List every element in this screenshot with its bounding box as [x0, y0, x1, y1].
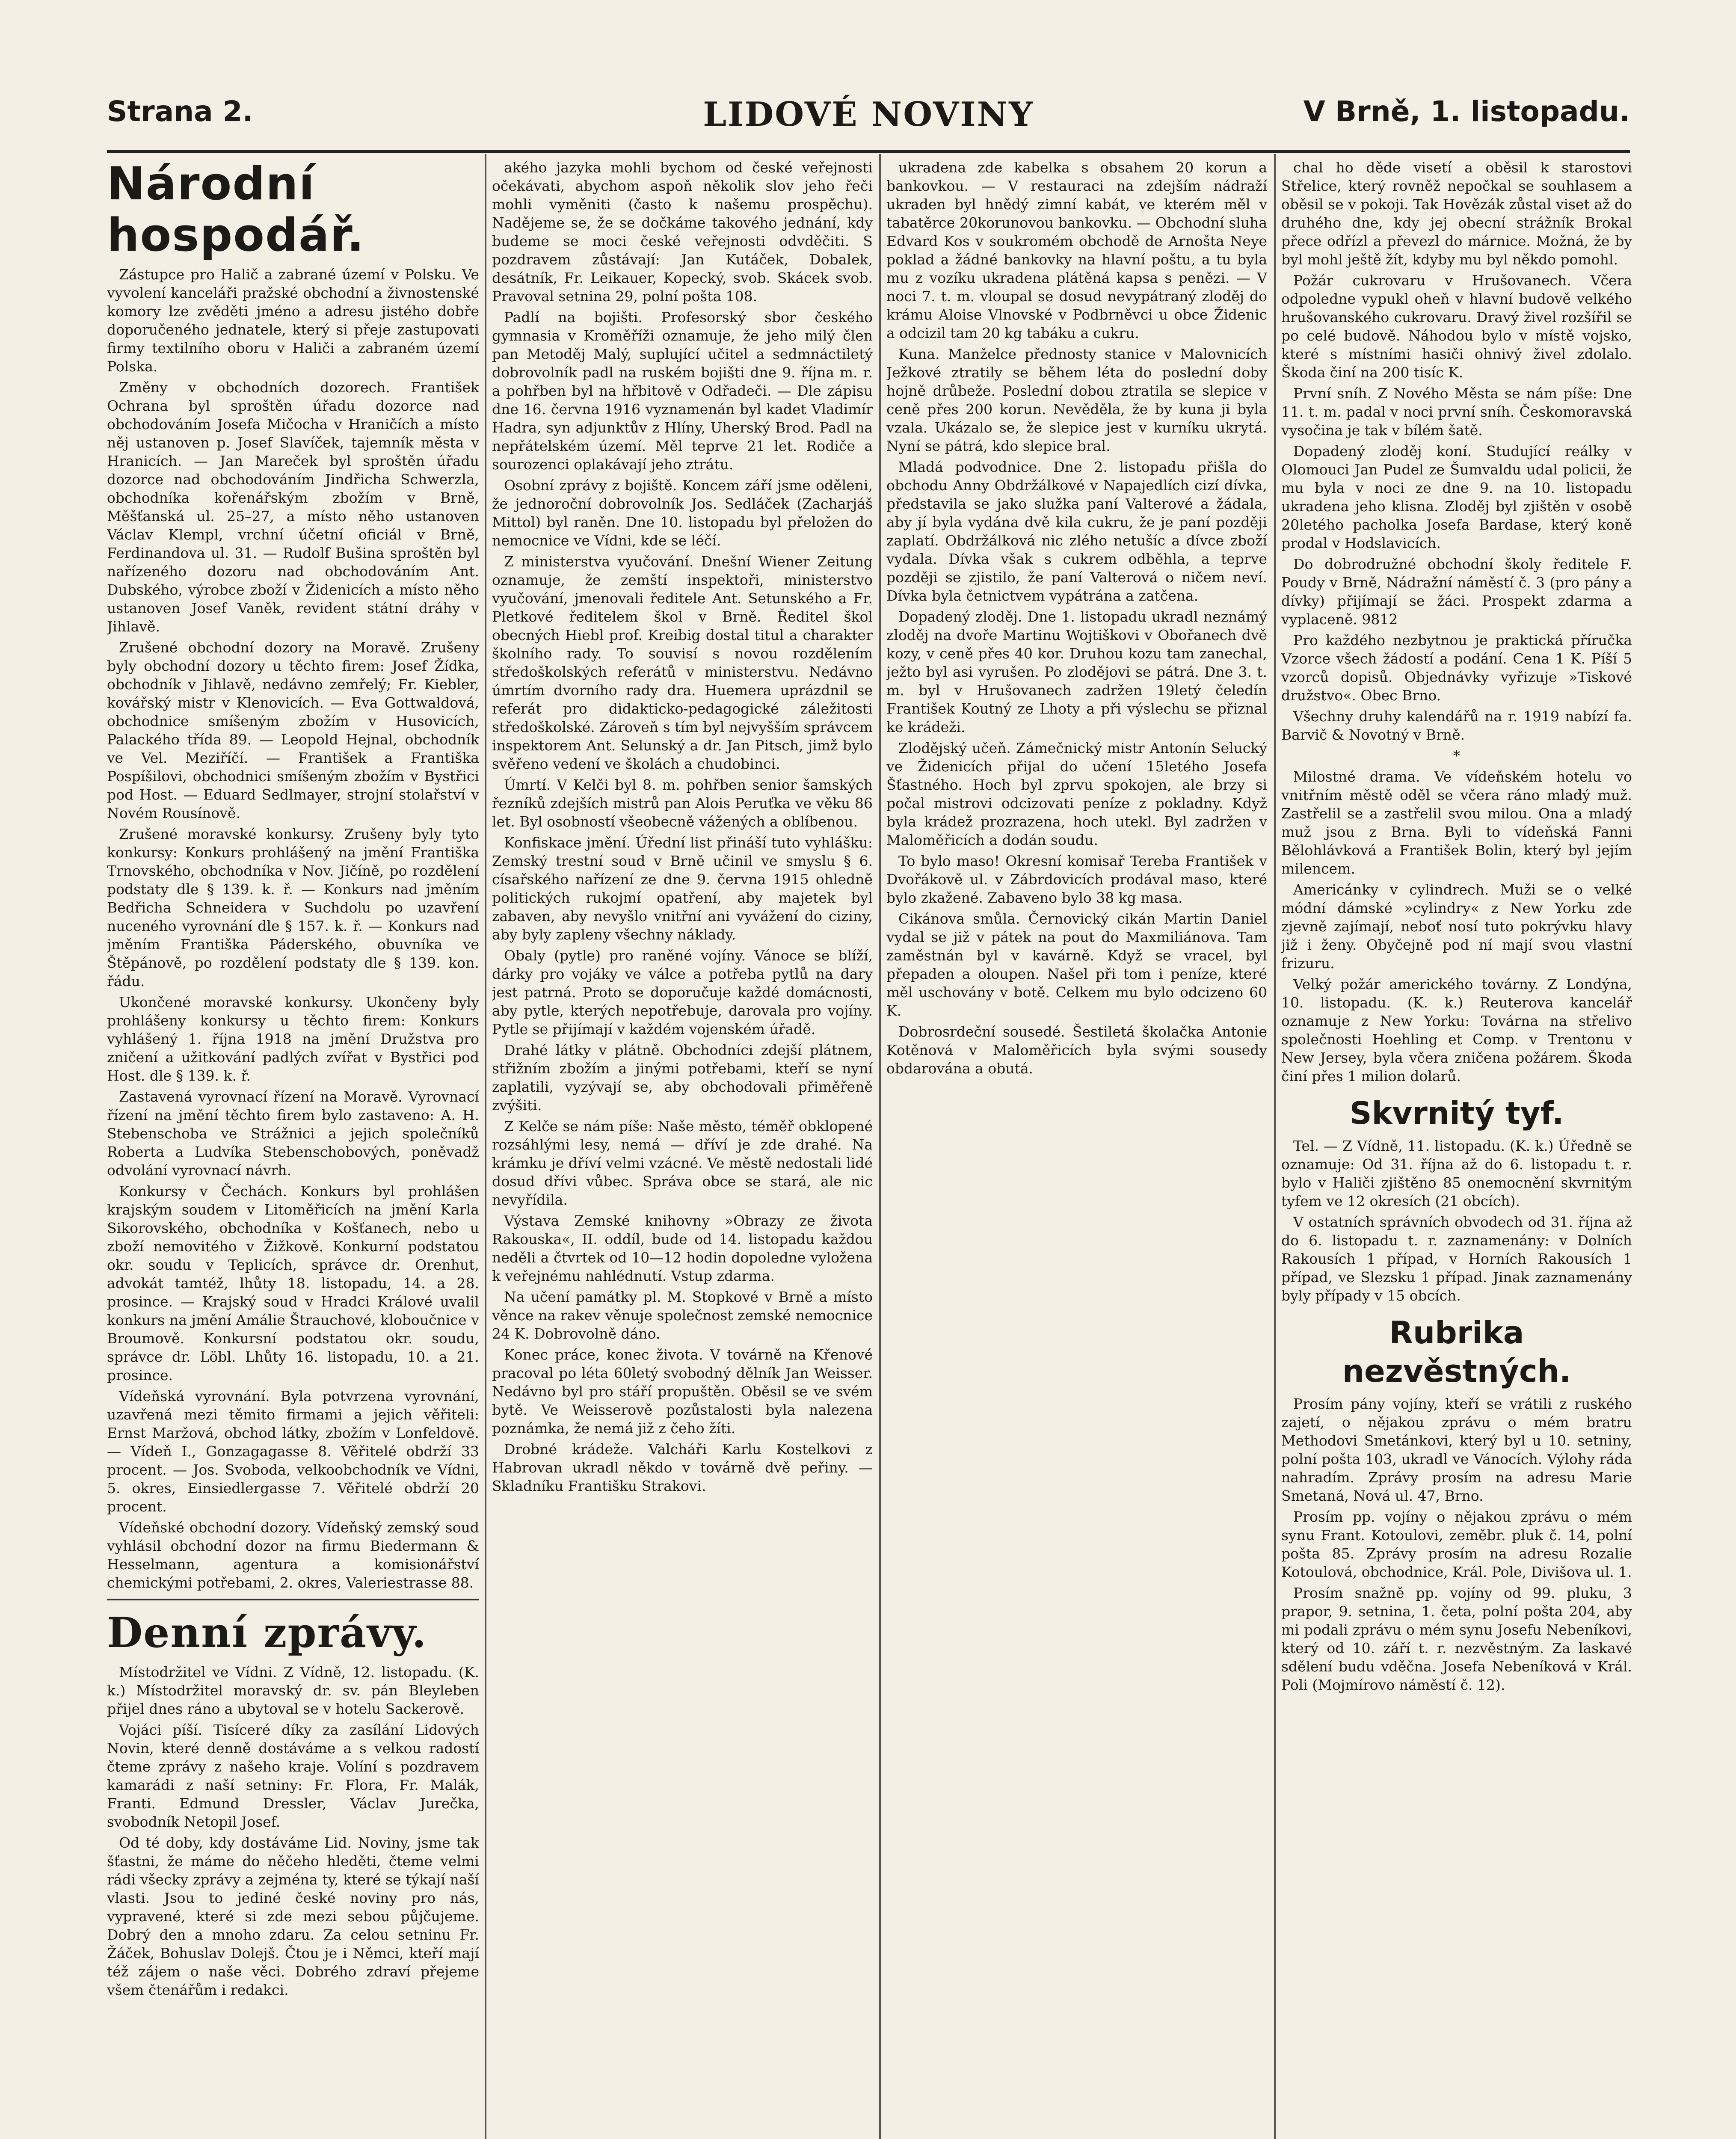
- masthead: [107, 86, 1630, 153]
- article: Zrušené moravské konkursy. Zrušeny byly tyto konkursy: Konkurs prohlášený na jmění Františka Trnovského, obchodníka v Nov. Jičíně, po rozdělení podstaty dle § 139. k. ř. — Konkurs nad jměním Bedřicha Schneidera v Suchdolu po uzavření nuceného vyrovnání dle § 157. k. ř. — Konkurs nad jměním Františka Páderského, obuvníka ve Štěpánově, po rozdělení podstaty dle § 139. kon. řádu.: [107, 826, 479, 990]
- article: Velký požár amerického továrny. Z Londýna, 10. listopadu. (K. k.) Reuterova kancelář oznamuje z New Yorku: Továrna na střelivo společnosti Hoehling et Comp. v Trentonu v New Jersey, byla včera zničena požárem. Škoda činí přes 1 milion dolarů.: [1281, 976, 1632, 1084]
- article: Tel. — Z Vídně, 11. listopadu. (K. k.) Úředně se oznamuje: Od 31. října až do 6. listopadu t. r. bylo v Haliči zjištěno 85 onemocnění skvrnitým tyfem ve 12 okresích (21 obcích).: [1281, 1138, 1632, 1209]
- article: Požár cukrovaru v Hrušovanech. Včera odpoledne vypukl oheň v hlavní budově velkého hrušovanského cukrovaru. Dravý živel rozšířil se po celé budově. Náhodou bylo v místě vojsko, které s místními hasiči ohnivý živel zdolalo. Škoda činí na 200 tisíc K.: [1281, 272, 1632, 381]
- article: Ukončené moravské konkursy. Ukončeny byly prohlášeny konkursy u těchto firem: Konkurs vyhlášený 1. října 1918 na jmění Družstva pro zničení a užitkování padlých zvířat v Bystřici pod Host. dle § 139. k. ř.: [107, 994, 479, 1084]
- section-heading-narodni-hospodar: Národní hospodář.: [107, 158, 365, 261]
- article: Konec práce, konec života. V továrně na Křenové pracoval po léta 60letý svobodný dělník Jan Weisser. Nedávno byl pro stáří propuštěn. Oběsil se ve svém bytě. Ve Weisserově pozůstalosti byla nalezena poznámka, že nemá již z čeho žíti.: [492, 1346, 873, 1437]
- page-number: Strana 2.: [107, 95, 253, 128]
- asterisk-divider: *: [1453, 747, 1460, 764]
- article: Osobní zprávy z bojiště. Koncem září jsme oděleni, že jednoroční dobrovolník Jos. Sedláček (Zacharjáš Mittol) byl raněn. Dne 10. listopadu byl přeložen do nemocnice ve Vídni, kde se léčí.: [492, 477, 873, 549]
- article: Dobrosrdeční sousedé. Šestiletá školačka Antonie Kotěnová v Maloměřicích byla svými sousedy obdarována a obutá.: [886, 1023, 1267, 1077]
- article: Drobné krádeže. Valcháři Karlu Kostelkovi z Habrovan ukradl někdo v továrně dvě peřiny. — Skladníku Františku Strakovi.: [492, 1441, 873, 1494]
- article: Změny v obchodních dozorech. František Ochrana byl sproštěn úřadu dozorce nad obchodováním Josefa Mičocha v Hraničích a místo něj ustanoven p. Josef Slavíček, tajemník města v Hranicích. — Jan Mareček byl sproštěn úřadu dozorce nad obchodováním Jindřicha Schwerzla, obchodníka kořenářským zbožím v Brně, Měšťanská ul. 25–27, a místo něho ustanoven Václav Klempl, vrchní účetní oficiál v Brně, Ferdinandova ul. 31. — Rudolf Bušina sproštěn byl nařízeného dozoru nad obchodováním Ant. Dubského, výrobce zboží v Židenicích a místo něho ustanoven Josef Vaněk, revident státní dráhy v Jihlavě.: [107, 379, 479, 635]
- article: Úmrtí. V Kelči byl 8. m. pohřben senior šamských řezníků zdejších mistrů pan Alois Peruťka ve věku 86 let. Byl osobností všeobecně vážených a oblíbenou.: [492, 776, 873, 830]
- article: Vojáci píší. Tisíceré díky za zasílání Lidových Novin, které denně dostáváme a s velkou radostí čteme zprávy z našeho kraje. Volíní s pozdravem kamarádi z naší setniny: Fr. Flora, Fr. Malák, Franti. Edmund Dressler, Václav Jurečka, svobodník Netopil Josef.: [107, 1721, 479, 1830]
- article: Z Kelče se nám píše: Naše město, téměř obklopené rozsáhlými lesy, nemá — dříví je zde drahé. Na krámku je dříví velmi vzácné. Ve městě nedostali lidé dosud dřívi vůbec. Správa obce se stará, ale nic nevyřídila.: [492, 1118, 873, 1208]
- article: V ostatních správních obvodech od 31. října až do 6. listopadu t. r. zaznamenány: v Dolních Rakousích 1 případ, v Horních Rakousích 1 případ, ve Slezsku 1 případ. Jinak zaznamenány byly případy v 15 obcích.: [1281, 1214, 1632, 1304]
- article: Konfiskace jmění. Úřední list přináší tuto vyhlášku: Zemský trestní soud v Brně učinil ve smyslu § 6. císařského nařízení ze dne 9. června 1915 ohledně politických rukojmí opatření, aby majetek byl zabaven, aby nevyšlo vnitřní ani vyvážení do ciziny, aby byly zapleny všechny náklady.: [492, 834, 873, 943]
- section-heading-skvrnity-tyf: Skvrnitý tyf.: [1349, 1095, 1564, 1131]
- column-1: [107, 158, 479, 2139]
- article: Konkursy v Čechách. Konkurs byl prohlášen krajským soudem v Litoměřicích na jmění Karla Sikorovského, obchodníka v Košťanech, nebo u zboží nemovitého v Žižkově. Konkurní podstatou okr. soudu v Teplicích, správce dr. Orenhut, advokát tamtéž, lhůty 18. listopadu, 14. a 28. prosince. — Krajský soud v Hradci Králové uvalil konkurs na jmění Amálie Štrauchové, kloboučnice v Broumově. Konkursní podstatou okr. soudu, správce dr. Löbl. Lhůty 16. listopadu, 10. a 21. prosince.: [107, 1183, 479, 1384]
- article: Cikánova smůla. Černovický cikán Martin Daniel vydal se již v pátek na pout do Maxmiliánova. Tam zaměstnán byl v kavárně. Když se vracel, byl přepaden a oloupen. Našel při tom i peníze, které měl uschovány v botě. Celkem mu bylo odcizeno 60 K.: [886, 910, 1267, 1019]
- article: Zástupce pro Halič a zabrané území v Polsku. Ve vyvolení kanceláři pražské obchodní a živnostenské komory lze zvěděti jméno a adresu jistého dobře doporučeného jednatele, který si přeje zastupovati firmy textilního oboru v Haliči a zabraném území Polska.: [107, 266, 479, 375]
- article: To bylo maso! Okresní komisař Tereba František v Dvořákově ul. v Zábrdovicích prodával maso, které bylo zkažené. Zabaveno bylo 38 kg masa.: [886, 853, 1267, 906]
- column-rule: [1274, 154, 1276, 2139]
- article: Místodržitel ve Vídni. Z Vídně, 12. listopadu. (K. k.) Místodržitel moravský dr. sv. pán Bleyleben přijel dnes ráno a ubytoval se v hotelu Sackerově.: [107, 1664, 479, 1717]
- column-2: [492, 158, 873, 2139]
- article: Od té doby, kdy dostáváme Lid. Noviny, jsme tak šťastni, že máme do něčeho hleděti, čteme velmi rádi všecky zprávy a zejména ty, které se týkají naší vlasti. Jsou to jediné české noviny pro nás, vypravené, které si zde mezi sebou půjčujeme. Dobrý den a mnoho zdaru. Za celou setninu Fr. Žáček, Bohuslav Dolejš. Čtou je i Němci, kteří mají též zájem o naše věci. Dobrého zdraví přejeme všem čtenářům i redakci.: [107, 1834, 479, 1998]
- article: Padlí na bojišti. Profesorský sbor českého gymnasia v Kroměříži oznamuje, že jeho milý člen pan Metoděj Malý, suplující učitel a sedmnáctiletý dobrovolník padl na ruském bojišti dne 9. října m. r. a pohřben byl na hřbitově v Odřadeči. — Dle zápisu dne 16. června 1916 vyznamenán byl kadet Vladimír Hadra, syn adjunktův z Hlíny, Uherský Brod. Padl na nepřátelském území. Měl teprve 21 let. Rodiče a sourozenci oplakávají jeho ztrátu.: [492, 309, 873, 473]
- article: Zlodějský učeň. Zámečnický mistr Antonín Selucký ve Židenicích přijal do učení 15letého Josefa Šťastného. Hoch byl zprvu spokojen, ale brzy si počal mistrovi odcizovati peníze z pokladny. Když byla krádež prozrazena, hoch utekl. Byl zadržen v Maloměřicích a dodán soudu.: [886, 740, 1267, 848]
- column-rule: [879, 154, 881, 2139]
- newspaper-title: LIDOVÉ NOVINY: [703, 95, 1034, 134]
- article: akého jazyka mohli bychom od české veřejnosti očekávati, abychom aspoň několik slov jeho řeči mohli vyměniti (často k našemu prospěchu). Nadějeme se, že se dočkáme takového jednání, kdy budeme se moci české veřejnosti odvděčiti. S pozdravem zůstávají: Jan Kutáček, Dobalek, desátník, Fr. Leikauer, Kopecký, svob. Skácek svob. Pravoval setnina 29, polní pošta 108.: [492, 159, 873, 305]
- article: Pro každého nezbytnou je praktická příručka Vzorce všech žádostí a podání. Cena 1 K. Píší 5 vzorců dopisů. Objednávky vyřizuje »Tiskové družstvo«. Obec Brno.: [1281, 632, 1632, 704]
- column-3: [886, 158, 1267, 2139]
- article: Zrušené obchodní dozory na Moravě. Zrušeny byly obchodní dozory u těchto firem: Josef Žídka, obchodník v Jihlavě, nedávno zemřelý; Fr. Kiebler, kovářský mistr v Klenovicích. — Eva Gottwaldová, obchodnice smíšeným zbožím v Husovicích, Palackého třída 89. — Leopold Hejnal, obchodník ve Vel. Meziříčí. — František a Františka Pospíšilovi, obchodnici smíšeným zbožím v Bystřici pod Host. — Eduard Sedlmayer, strojní stolařství v Novém Rousínově.: [107, 639, 479, 821]
- article: Prosím snažně pp. vojíny od 99. pluku, 3 prapor, 9. setnina, 1. četa, polní pošta 204, aby mi podali zprávu o mém synu Josefu Nebeníkovi, který od 10. září t. r. nezvěstným. Za laskavé sdělení budu vděčna. Josefa Nebeníková v Král. Poli (Mojmírovo náměstí č. 12).: [1281, 1585, 1632, 1693]
- column-4: [1281, 158, 1632, 2139]
- article: Zastavená vyrovnací řízení na Moravě. Vyrovnací řízení na jmění těchto firem bylo zastaveno: A. H. Stebenschoba ve Strážnici a jejich společníků Roberta a Ludvíka Stebenschobových, poněvadž odvolání vyrovnací návrh.: [107, 1088, 479, 1179]
- article: Kuna. Manželce přednosty stanice v Malovnicích Ježkové ztratily se během léta do poslední doby hojně drůbeže. Poslední dobou ztratila se slepice v ceně přes 200 korun. Nevěděla, že by kuna ji byla vzala. Ukázalo se, že slepice jest v kurníku ukrytá. Nyní se pátrá, kdo slepice bral.: [886, 346, 1267, 454]
- article: Vídeňská vyrovnání. Byla potvrzena vyrovnání, uzavřená mezi těmito firmami a jejich věřiteli: Ernst Maržová, obchod látky, zbožím v Lonfeldově. — Vídeň I., Gonzagagasse 8. Věřitelé obdrží 33 procent. — Jos. Svoboda, velkoobchodník ve Vídni, 5. okres, Einsiedlergasse 7. Věřitelé obdrží 20 procent.: [107, 1388, 479, 1515]
- section-heading-rubrika-nezvestnych: Rubrika nezvěstných.: [1342, 1315, 1571, 1389]
- place-date: V Brně, 1. listopadu.: [1303, 95, 1630, 128]
- article: Prosím pány vojíny, kteří se vrátili z ruského zajetí, o nějakou zprávu o mém bratru Methodovi Smetánkovi, který byl u 10. setniny, polní pošta 103, ukradl ve Vánocích. Výlohy ráda nahradím. Zprávy prosím na adresu Marie Smetaná, Nová ul. 47, Brno.: [1281, 1395, 1632, 1504]
- article: První sníh. Z Nového Města se nám píše: Dne 11. t. m. padal v noci první sníh. Českomoravská vysočina je tak v bílém šatě.: [1281, 385, 1632, 438]
- section-heading-denni-zpravy: Denní zprávy.: [107, 1609, 427, 1657]
- article: chal ho děde visetí a oběsil k starostovi Střelice, který rovněž nepočkal se souhlasem a oběsil se v pokoji. Tak Hovězák zůstal viset až do druhého dne, kdy jej obecní strážník Brokal přece odřízl a převezl do márnice. Možná, že by byl mohl ještě žít, kdyby mu byl někdo pomohl.: [1281, 159, 1632, 268]
- article: ukradena zde kabelka s obsahem 20 korun a bankovkou. — V restauraci na zdejším nádraží ukraden byl hnědý zimní kabát, ve kterém měl v tabatěrce 20korunovou bankovku. — Obchodní sluha Edvard Kos v soukromém obchodě de Arnošta Neye poklad a žádné bankovky na hlavní poštu, a tu byla mu z vozíku ukradena plátěná kapsa s penězi. — V noci 7. t. m. vloupal se dosud nevypátraný zloděj do krámu Aloise Vlnovské v Podbrněvci u obce Židenic a odcizil tam 20 kg tabáku a cukru.: [886, 159, 1267, 341]
- article: Mladá podvodnice. Dne 2. listopadu přišla do obchodu Anny Obdržálkové v Napajedlích cizí dívka, představila se jako služka paní Valterové a žádala, aby jí byla vydána dvě kila cukru, že je paní později zaplatí. Obdržálková nic zlého netušíc a dívce zboží vydala. Dívka však s cukrem odběhla, a teprve později se zjistilo, že paní Valterová o ničem neví. Dívka byla četnictvem vypátrána a zatčena.: [886, 459, 1267, 604]
- section-divider: [107, 1599, 479, 1600]
- article: Do dobrodružné obchodní školy ředitele F. Poudy v Brně, Nádražní náměstí č. 3 (pro pány a dívky) přijímají se žáci. Prospekt zdarma a vyplaceně. 9812: [1281, 556, 1632, 628]
- article: Z ministerstva vyučování. Dnešní Wiener Zeitung oznamuje, že zemští inspektoři, ministerstvo vyučování, jmenovali ředitele Ant. Setunského a Fr. Pletkové ředitelem škol v Brně. Ředitel škol obecných Hiebl prof. Kreibig dostal titul a charakter školního rady. To souvisí s novou rozdělením středoškolských referátů v ministerstvu. Nedávno úmrtím dvorního rady dra. Huemera uprázdnil se referát pro didakticko-pedagogické záležitosti středoškolské. Zároveň s tím byl nejvyšším správcem inspektorem Ant. Selunský a dr. Jan Pitsch, jimž bylo svěřeno vedení ve školách a chudobinci.: [492, 553, 873, 772]
- article: Drahé látky v plátně. Obchodníci zdejší plátnem, střižním zbožím a jinými potřebami, kteří se nyní zaplatili, vyzývají se, aby obchodovali přiměřeně zvýšiti.: [492, 1042, 873, 1114]
- article: Dopadený zloděj koní. Studující reálky v Olomouci Jan Pudel ze Šumvaldu udal policii, že mu byla v noci ze dne 9. na 10. listopadu ukradena jeho klisna. Zloděj byl zjištěn v osobě 20letého pacholka Josefa Bardase, který koně prodal v Hodslavicích.: [1281, 443, 1632, 551]
- article: Vídeňské obchodní dozory. Vídeňský zemský soud vyhlásil obchodní dozor na firmu Biedermann & Hesselmann, agentura a komisionářství chemickými potřebami, 2. okres, Valeriestrasse 88.: [107, 1519, 479, 1591]
- article: Dopadený zloděj. Dne 1. listopadu ukradl neznámý zloděj na dvoře Martinu Wojtiškovi v Obořanech dvě kozy, v ceně přes 40 kor. Druhou kozu tam zanechal, ježto byl asi vyrušen. Po zlodějovi se pátrá. Dne 3. t. m. byl v Hrušovanech zadržen 19letý čeledín František Koutný ze Lhoty a při výslechu se přiznal ke krádeži.: [886, 608, 1267, 735]
- article: Americánky v cylindrech. Muži se o velké módní dámské »cylindry« z New Yorku zde zjevně zajímají, neboť nosí tuto pokrývku hlavy již i ženy. Obyčejně pod ní mají svou vlastní frizuru.: [1281, 881, 1632, 972]
- article: Milostné drama. Ve vídeňském hotelu vo vnitřním městě oděl se včera ráno mladý muž. Zastřelil se a zastřelil svou milou. Ona a mladý muž jsou z Brna. Byli to vídeňská Fanni Bělohlávková a František Bolin, který byl jejím milencem.: [1281, 768, 1632, 877]
- article: Všechny druhy kalendářů na r. 1919 nabízí fa. Barvič & Novotný v Brně.: [1281, 708, 1632, 743]
- article: Na učení památky pl. M. Stopkové v Brně a místo věnce na rakev věnuje společnost zemské nemocnice 24 K. Dobrovolně dáno.: [492, 1289, 873, 1342]
- article: Prosím pp. vojíny o nějakou zprávu o mém synu Frant. Kotoulovi, zeměbr. pluk č. 14, polní pošta 85. Zprávy prosím na adresu Rozalie Kotoulová, obchodnice, Král. Pole, Divišova ul. 1.: [1281, 1508, 1632, 1580]
- article: Obaly (pytle) pro raněné vojíny. Vánoce se blíží, dárky pro vojáky ve válce a potřeba pytlů na dary jest patrná. Proto se doporučuje každé domácnosti, aby pytle, kterých nepotřebuje, darovala pro vojíny. Pytle se přijímají v každém vojenském úřadě.: [492, 947, 873, 1037]
- article: Výstava Zemské knihovny »Obrazy ze života Rakouska«, II. oddíl, bude od 14. listopadu každou neděli a čtvrtek od 10—12 hodin dopoledne vyložena k veřejnému nahlédnutí. Vstup zdarma.: [492, 1212, 873, 1284]
- column-rule: [485, 154, 486, 2139]
